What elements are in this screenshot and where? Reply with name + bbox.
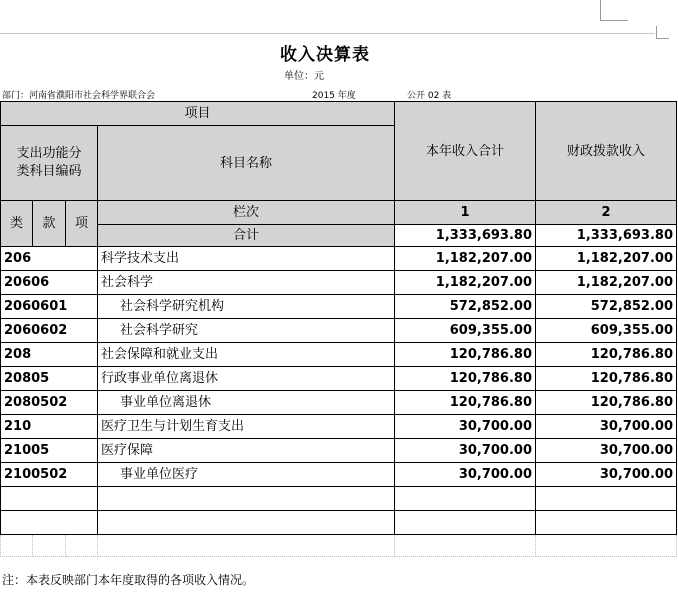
row-subject-name: 医疗保障 (98, 439, 395, 463)
faint-cell (66, 535, 98, 557)
row-fiscal-income: 30,700.00 (536, 415, 677, 439)
table-row (1, 391, 677, 415)
sum-label: 合计 (98, 225, 395, 247)
row-subject-name: 社会保障和就业支出 (98, 343, 395, 367)
row-fiscal-income: 1,182,207.00 (536, 271, 677, 295)
row-code: 2100502 (1, 463, 98, 487)
row-subject-name: 社会科学 (98, 271, 395, 295)
row-code: 2060601 (1, 295, 98, 319)
page-corner-mark (656, 26, 669, 39)
row-total-income: 30,700.00 (395, 463, 536, 487)
header-subject-name: 科目名称 (98, 126, 395, 201)
row-fiscal-income: 120,786.80 (536, 367, 677, 391)
empty-row (1, 487, 677, 511)
row-total-income: 120,786.80 (395, 367, 536, 391)
row-fiscal-income: 120,786.80 (536, 343, 677, 367)
table-note: 注：本表反映部门本年度取得的各项收入情况。 (2, 573, 255, 587)
table-row (1, 463, 677, 487)
empty-cell (98, 511, 395, 535)
row-total-income: 609,355.00 (395, 319, 536, 343)
row-total-income: 30,700.00 (395, 439, 536, 463)
faint-cell (536, 535, 677, 557)
row-total-income: 572,852.00 (395, 295, 536, 319)
row-fiscal-income: 572,852.00 (536, 295, 677, 319)
header-total-income: 本年收入合计 (395, 102, 536, 201)
row-fiscal-income: 609,355.00 (536, 319, 677, 343)
row-code: 206 (1, 247, 98, 271)
row-total-income: 30,700.00 (395, 415, 536, 439)
year-label: 2015 年度 (312, 91, 356, 101)
table-row (1, 247, 677, 271)
row-code: 2080502 (1, 391, 98, 415)
page-corner-mark (600, 0, 628, 21)
row-subject-name: 社会科学研究 (98, 319, 395, 343)
row-subject-name: 医疗卫生与计划生育支出 (98, 415, 395, 439)
row-subject-name: 事业单位医疗 (98, 463, 395, 487)
document-title: 收入决算表 (280, 45, 370, 65)
department-label: 部门：河南省濮阳市社会科学界联合会 (2, 91, 156, 101)
unit-label: 单位：元 (284, 71, 324, 82)
row-code: 20805 (1, 367, 98, 391)
column-number-2: 2 (536, 201, 677, 225)
empty-cell (536, 511, 677, 535)
faint-cell (395, 535, 536, 557)
empty-row (1, 511, 677, 535)
row-subject-name: 行政事业单位离退休 (98, 367, 395, 391)
sum-total-income: 1,333,693.80 (395, 225, 536, 247)
column-number-1: 1 (395, 201, 536, 225)
row-fiscal-income: 120,786.80 (536, 391, 677, 415)
row-fiscal-income: 1,182,207.00 (536, 247, 677, 271)
row-code: 20606 (1, 271, 98, 295)
table-row (1, 439, 677, 463)
row-subject-name: 事业单位离退休 (98, 391, 395, 415)
header-column-index: 栏次 (98, 201, 395, 225)
row-subject-name: 社会科学研究机构 (98, 295, 395, 319)
row-code: 208 (1, 343, 98, 367)
table-row (1, 415, 677, 439)
table-row (1, 367, 677, 391)
header-code-group: 支出功能分类科目编码 (1, 126, 98, 201)
empty-cell (1, 511, 98, 535)
table-row (1, 271, 677, 295)
faint-cell (1, 535, 33, 557)
row-code: 2060602 (1, 319, 98, 343)
header-fiscal-income: 财政拨款收入 (536, 102, 677, 201)
row-total-income: 1,182,207.00 (395, 271, 536, 295)
empty-cell (395, 511, 536, 535)
header-kuan: 款 (33, 201, 66, 247)
empty-cell (395, 487, 536, 511)
row-subject-name: 科学技术支出 (98, 247, 395, 271)
row-total-income: 1,182,207.00 (395, 247, 536, 271)
income-table (0, 101, 677, 557)
table-row (1, 295, 677, 319)
row-code: 210 (1, 415, 98, 439)
faint-cell (33, 535, 66, 557)
row-fiscal-income: 30,700.00 (536, 463, 677, 487)
row-total-income: 120,786.80 (395, 343, 536, 367)
table-row (1, 343, 677, 367)
row-total-income: 120,786.80 (395, 391, 536, 415)
empty-cell (1, 487, 98, 511)
empty-cell (536, 487, 677, 511)
faint-grid-row (1, 535, 677, 557)
page-top-line (0, 33, 655, 34)
faint-cell (98, 535, 395, 557)
header-xiang: 项 (66, 201, 98, 247)
form-number: 公开 02 表 (407, 91, 452, 101)
empty-cell (98, 487, 395, 511)
sum-fiscal-income: 1,333,693.80 (536, 225, 677, 247)
header-lei: 类 (1, 201, 33, 247)
table-row (1, 319, 677, 343)
header-item: 项目 (1, 102, 395, 126)
row-fiscal-income: 30,700.00 (536, 439, 677, 463)
row-code: 21005 (1, 439, 98, 463)
